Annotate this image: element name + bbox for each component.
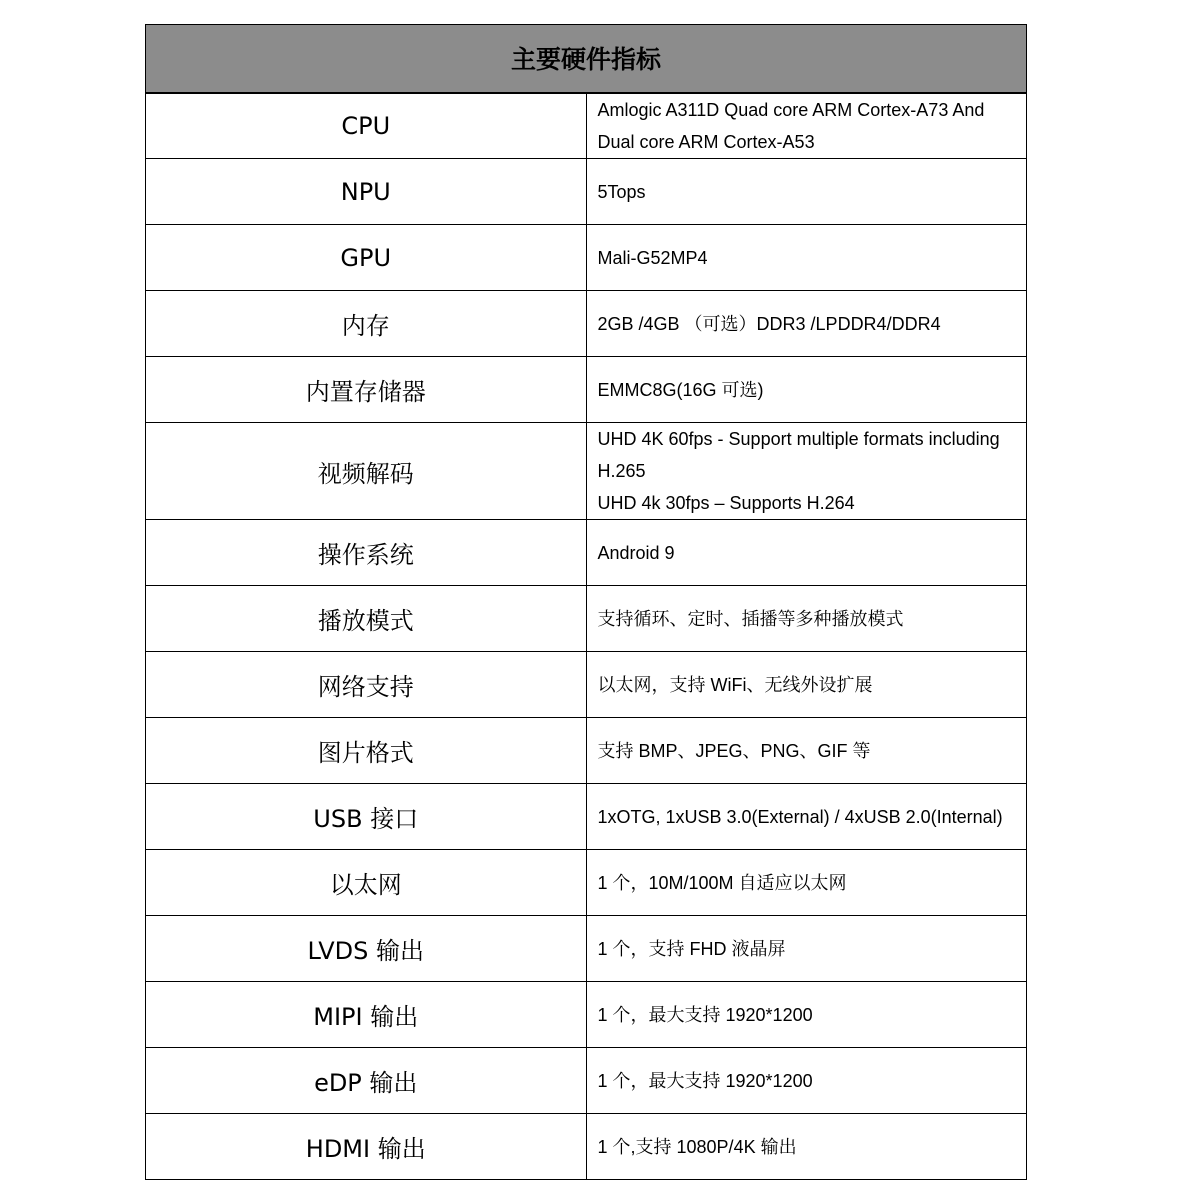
- table-row: [146, 586, 1027, 652]
- spec-value: [586, 982, 1027, 1048]
- spec-label: eDP 输出: [146, 1048, 587, 1114]
- spec-value-line: 支持循环、定时、插播等多种播放模式: [597, 608, 904, 629]
- spec-value: [586, 1048, 1027, 1114]
- spec-value: [586, 652, 1027, 718]
- spec-label: 播放模式: [146, 586, 587, 652]
- spec-label: 以太网: [146, 850, 587, 916]
- table-row: [146, 916, 1027, 982]
- table-row: [146, 718, 1027, 784]
- table-row: [146, 850, 1027, 916]
- spec-value-line: 2GB /4GB （可选）DDR3 /LPDDR4/DDR4: [597, 313, 941, 334]
- spec-value: [586, 586, 1027, 652]
- spec-value-line: 以太网，支持 WiFi、无线外设扩展: [597, 674, 873, 695]
- spec-value-line: 1 个，10M/100M 自适应以太网: [597, 872, 847, 893]
- spec-value: [586, 159, 1027, 225]
- spec-label: 网络支持: [146, 652, 587, 718]
- spec-value: [586, 93, 1027, 159]
- table-row: [146, 357, 1027, 423]
- spec-value: [586, 291, 1027, 357]
- spec-value-line: Amlogic A311D Quad core ARM Cortex-A73 And Dual core ARM Cortex-A53: [597, 99, 985, 152]
- spec-value: [586, 225, 1027, 291]
- spec-value-line: UHD 4k 30fps – Supports H.264: [597, 493, 855, 513]
- spec-value: [586, 1114, 1027, 1180]
- spec-label: 内存: [146, 291, 587, 357]
- spec-value: [586, 423, 1027, 520]
- spec-value: [586, 718, 1027, 784]
- spec-value-line: 1 个，支持 FHD 液晶屏: [597, 938, 786, 959]
- table-row: [146, 423, 1027, 520]
- spec-value-line: UHD 4K 60fps - Support multiple formats including H.265: [597, 429, 1000, 481]
- table-row: [146, 93, 1027, 159]
- table-title: 主要硬件指标: [146, 25, 1027, 93]
- table-row: [146, 1114, 1027, 1180]
- spec-value-line: 1 个，最大支持 1920*1200: [597, 1070, 813, 1091]
- spec-label: GPU: [146, 225, 587, 291]
- spec-value-line: EMMC8G(16G 可选): [597, 379, 764, 400]
- spec-label: 视频解码: [146, 423, 587, 520]
- spec-value-line: 1xOTG, 1xUSB 3.0(External) / 4xUSB 2.0(Internal): [597, 806, 1003, 827]
- table-row: [146, 652, 1027, 718]
- spec-value: [586, 850, 1027, 916]
- hardware-spec-table: [145, 24, 1027, 1180]
- spec-label: 图片格式: [146, 718, 587, 784]
- table-row: [146, 784, 1027, 850]
- spec-label: CPU: [146, 93, 587, 159]
- table-row: [146, 225, 1027, 291]
- spec-value-line: Mali-G52MP4: [597, 247, 708, 268]
- spec-value-line: Android 9: [597, 542, 675, 563]
- spec-value: [586, 520, 1027, 586]
- table-title-row: [146, 25, 1027, 93]
- table-row: [146, 982, 1027, 1048]
- spec-value: [586, 916, 1027, 982]
- spec-label: USB 接口: [146, 784, 587, 850]
- table-row: [146, 159, 1027, 225]
- spec-value-line: 1 个,支持 1080P/4K 输出: [597, 1136, 797, 1157]
- spec-label: 内置存储器: [146, 357, 587, 423]
- spec-table-body: [146, 93, 1027, 1180]
- spec-label: HDMI 输出: [146, 1114, 587, 1180]
- table-row: [146, 520, 1027, 586]
- spec-label: 操作系统: [146, 520, 587, 586]
- table-row: [146, 291, 1027, 357]
- spec-value-line: 1 个，最大支持 1920*1200: [597, 1004, 813, 1025]
- spec-value: [586, 784, 1027, 850]
- spec-label: NPU: [146, 159, 587, 225]
- spec-label: LVDS 输出: [146, 916, 587, 982]
- table-row: [146, 1048, 1027, 1114]
- spec-value: [586, 357, 1027, 423]
- spec-label: MIPI 输出: [146, 982, 587, 1048]
- spec-value-line: 5Tops: [597, 181, 646, 202]
- spec-value-line: 支持 BMP、JPEG、PNG、GIF 等: [597, 740, 871, 761]
